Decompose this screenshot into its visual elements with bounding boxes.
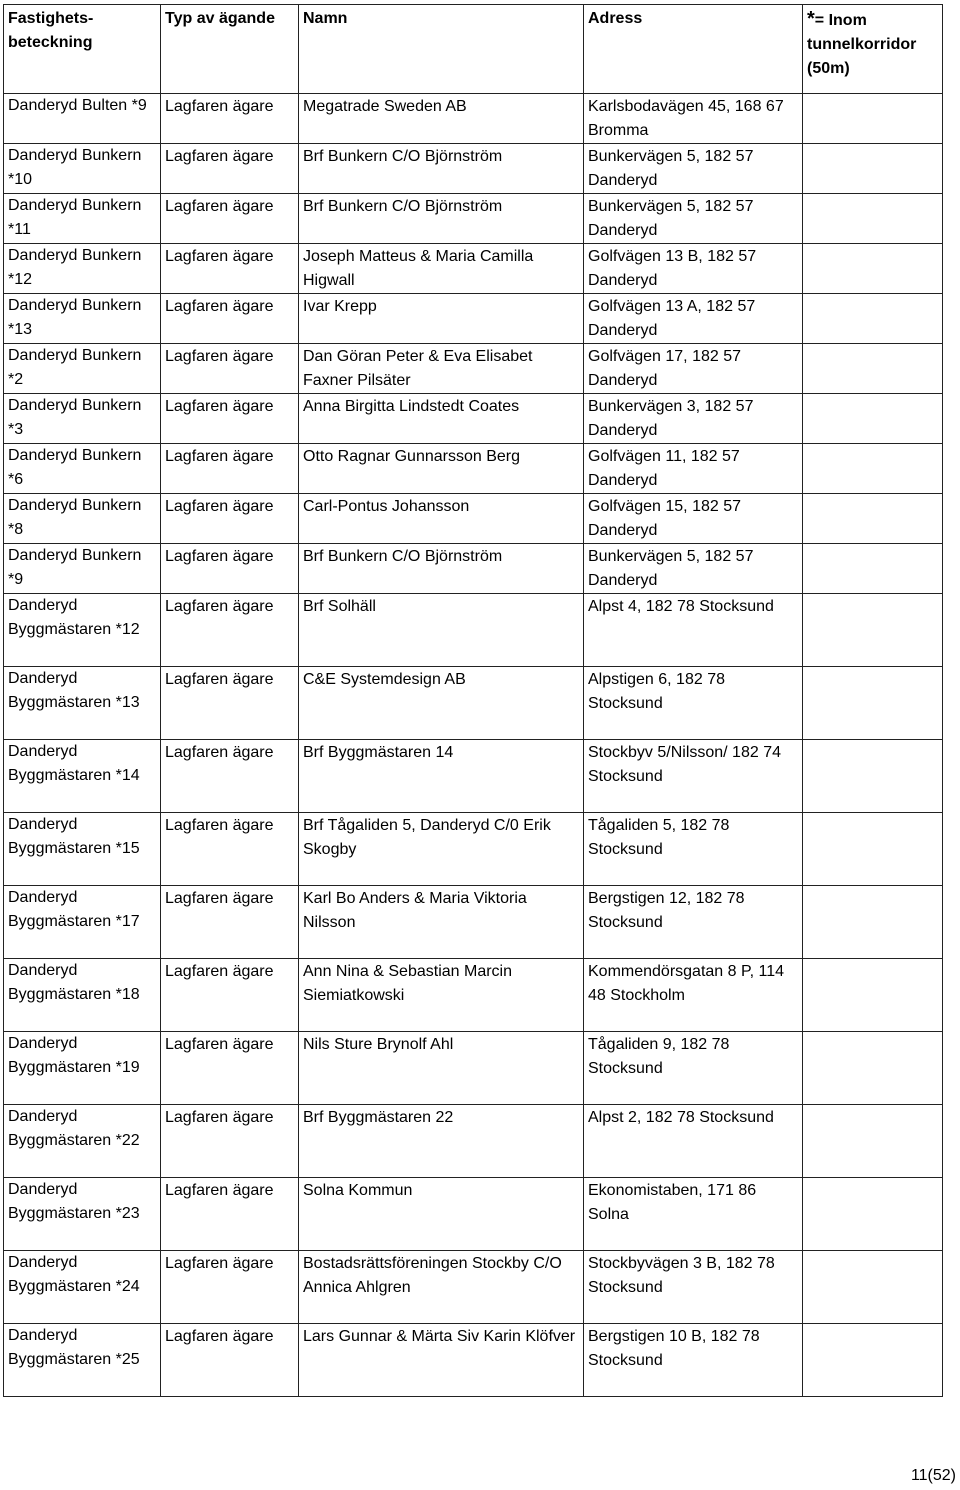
table-row	[4, 1178, 943, 1251]
table-row	[4, 1251, 943, 1324]
table-header-row	[4, 5, 943, 94]
cell-address: Tågaliden 9, 182 78 Stocksund	[584, 1032, 803, 1105]
cell-name: Brf Solhäll	[299, 594, 584, 667]
cell-name: Brf Byggmästaren 22	[299, 1105, 584, 1178]
cell-address: Bergstigen 12, 182 78 Stocksund	[584, 886, 803, 959]
cell-address: Golfvägen 13 B, 182 57 Danderyd	[584, 244, 803, 294]
cell-owner-type: Lagfaren ägare	[161, 444, 299, 494]
cell-property: Danderyd Byggmästaren *22	[4, 1105, 161, 1178]
cell-name: Nils Sture Brynolf Ahl	[299, 1032, 584, 1105]
table-row	[4, 244, 943, 294]
table-body	[4, 94, 943, 1397]
cell-property: Danderyd Bulten *9	[4, 94, 161, 144]
owners-table	[3, 4, 943, 1397]
cell-address: Golfvägen 15, 182 57 Danderyd	[584, 494, 803, 544]
cell-note	[803, 144, 943, 194]
table-row	[4, 594, 943, 667]
cell-name: C&E Systemdesign AB	[299, 667, 584, 740]
table-row	[4, 194, 943, 244]
cell-note	[803, 194, 943, 244]
cell-note	[803, 94, 943, 144]
cell-owner-type: Lagfaren ägare	[161, 886, 299, 959]
table-row	[4, 667, 943, 740]
cell-property: Danderyd Bunkern *11	[4, 194, 161, 244]
header-name	[299, 5, 584, 94]
cell-address: Alpst 2, 182 78 Stocksund	[584, 1105, 803, 1178]
cell-owner-type: Lagfaren ägare	[161, 667, 299, 740]
table-row	[4, 344, 943, 394]
cell-owner-type: Lagfaren ägare	[161, 294, 299, 344]
cell-property: Danderyd Bunkern *6	[4, 444, 161, 494]
cell-note	[803, 394, 943, 444]
table-row	[4, 813, 943, 886]
cell-note	[803, 1324, 943, 1397]
cell-owner-type: Lagfaren ägare	[161, 1178, 299, 1251]
header-note	[803, 5, 943, 94]
cell-name: Megatrade Sweden AB	[299, 94, 584, 144]
cell-note	[803, 886, 943, 959]
cell-owner-type: Lagfaren ägare	[161, 1324, 299, 1397]
cell-name: Solna Kommun	[299, 1178, 584, 1251]
cell-property: Danderyd Byggmästaren *13	[4, 667, 161, 740]
cell-note	[803, 667, 943, 740]
cell-note	[803, 494, 943, 544]
cell-property: Danderyd Bunkern *13	[4, 294, 161, 344]
cell-address: Bunkervägen 5, 182 57 Danderyd	[584, 144, 803, 194]
cell-note	[803, 444, 943, 494]
cell-property: Danderyd Bunkern *2	[4, 344, 161, 394]
cell-note	[803, 1178, 943, 1251]
cell-name: Karl Bo Anders & Maria Viktoria Nilsson	[299, 886, 584, 959]
table-row	[4, 444, 943, 494]
cell-name: Brf Tågaliden 5, Danderyd C/0 Erik Skogby	[299, 813, 584, 886]
cell-address: Golfvägen 11, 182 57 Danderyd	[584, 444, 803, 494]
cell-name: Brf Byggmästaren 14	[299, 740, 584, 813]
cell-note	[803, 1032, 943, 1105]
table-row	[4, 959, 943, 1032]
header-name-label: Namn	[303, 10, 348, 27]
cell-property: Danderyd Bunkern *3	[4, 394, 161, 444]
cell-owner-type: Lagfaren ägare	[161, 194, 299, 244]
cell-note	[803, 244, 943, 294]
table-row	[4, 886, 943, 959]
cell-name: Carl-Pontus Johansson	[299, 494, 584, 544]
table-row	[4, 1324, 943, 1397]
cell-owner-type: Lagfaren ägare	[161, 144, 299, 194]
cell-note	[803, 1251, 943, 1324]
table-row	[4, 144, 943, 194]
header-note-star: *	[807, 8, 815, 30]
cell-name: Otto Ragnar Gunnarsson Berg	[299, 444, 584, 494]
cell-address: Ekonomistaben, 171 86 Solna	[584, 1178, 803, 1251]
cell-address: Bunkervägen 5, 182 57 Danderyd	[584, 194, 803, 244]
cell-address: Bunkervägen 5, 182 57 Danderyd	[584, 544, 803, 594]
cell-owner-type: Lagfaren ägare	[161, 344, 299, 394]
header-owner-type-label: Typ av ägande	[165, 10, 275, 27]
cell-name: Brf Bunkern C/O Björnström	[299, 144, 584, 194]
header-property-label: Fastighets-beteckning	[8, 10, 94, 51]
cell-owner-type: Lagfaren ägare	[161, 244, 299, 294]
cell-name: Dan Göran Peter & Eva Elisabet Faxner Pilsäter	[299, 344, 584, 394]
cell-property: Danderyd Bunkern *10	[4, 144, 161, 194]
cell-owner-type: Lagfaren ägare	[161, 94, 299, 144]
cell-property: Danderyd Byggmästaren *12	[4, 594, 161, 667]
cell-property: Danderyd Byggmästaren *19	[4, 1032, 161, 1105]
cell-property: Danderyd Byggmästaren *18	[4, 959, 161, 1032]
cell-address: Golfvägen 13 A, 182 57 Danderyd	[584, 294, 803, 344]
cell-owner-type: Lagfaren ägare	[161, 1105, 299, 1178]
cell-owner-type: Lagfaren ägare	[161, 740, 299, 813]
table-row	[4, 394, 943, 444]
table-row	[4, 494, 943, 544]
cell-address: Kommendörsgatan 8 P, 114 48 Stockholm	[584, 959, 803, 1032]
cell-owner-type: Lagfaren ägare	[161, 813, 299, 886]
cell-property: Danderyd Bunkern *8	[4, 494, 161, 544]
page-number: 11(52)	[910, 1467, 956, 1484]
cell-address: Bergstigen 10 B, 182 78 Stocksund	[584, 1324, 803, 1397]
cell-address: Tågaliden 5, 182 78 Stocksund	[584, 813, 803, 886]
cell-owner-type: Lagfaren ägare	[161, 959, 299, 1032]
cell-owner-type: Lagfaren ägare	[161, 1251, 299, 1324]
cell-owner-type: Lagfaren ägare	[161, 494, 299, 544]
cell-name: Ann Nina & Sebastian Marcin Siemiatkowski	[299, 959, 584, 1032]
cell-note	[803, 294, 943, 344]
cell-address: Golfvägen 17, 182 57 Danderyd	[584, 344, 803, 394]
cell-name: Joseph Matteus & Maria Camilla Higwall	[299, 244, 584, 294]
cell-property: Danderyd Byggmästaren *23	[4, 1178, 161, 1251]
header-note-label: = Inom tunnelkorridor (50m)	[807, 12, 917, 77]
table-row	[4, 94, 943, 144]
cell-address: Stockbyv 5/Nilsson/ 182 74 Stocksund	[584, 740, 803, 813]
table-row	[4, 294, 943, 344]
cell-name: Brf Bunkern C/O Björnström	[299, 194, 584, 244]
cell-address: Bunkervägen 3, 182 57 Danderyd	[584, 394, 803, 444]
cell-note	[803, 740, 943, 813]
table-row	[4, 544, 943, 594]
cell-owner-type: Lagfaren ägare	[161, 1032, 299, 1105]
cell-property: Danderyd Byggmästaren *25	[4, 1324, 161, 1397]
cell-name: Lars Gunnar & Märta Siv Karin Klöfver	[299, 1324, 584, 1397]
cell-note	[803, 594, 943, 667]
table-row	[4, 1032, 943, 1105]
cell-owner-type: Lagfaren ägare	[161, 594, 299, 667]
cell-note	[803, 959, 943, 1032]
cell-owner-type: Lagfaren ägare	[161, 544, 299, 594]
cell-name: Bostadsrättsföreningen Stockby C/O Annica Ahlgren	[299, 1251, 584, 1324]
cell-address: Alpst 4, 182 78 Stocksund	[584, 594, 803, 667]
cell-name: Brf Bunkern C/O Björnström	[299, 544, 584, 594]
cell-property: Danderyd Byggmästaren *15	[4, 813, 161, 886]
cell-property: Danderyd Bunkern *12	[4, 244, 161, 294]
table-row	[4, 740, 943, 813]
cell-address: Alpstigen 6, 182 78 Stocksund	[584, 667, 803, 740]
cell-name: Anna Birgitta Lindstedt Coates	[299, 394, 584, 444]
cell-note	[803, 1105, 943, 1178]
cell-property: Danderyd Byggmästaren *17	[4, 886, 161, 959]
header-owner-type	[161, 5, 299, 94]
cell-note	[803, 344, 943, 394]
cell-name: Ivar Krepp	[299, 294, 584, 344]
header-property	[4, 5, 161, 94]
cell-note	[803, 544, 943, 594]
header-address	[584, 5, 803, 94]
cell-address: Stockbyvägen 3 B, 182 78 Stocksund	[584, 1251, 803, 1324]
cell-note	[803, 813, 943, 886]
cell-property: Danderyd Byggmästaren *14	[4, 740, 161, 813]
cell-owner-type: Lagfaren ägare	[161, 394, 299, 444]
cell-property: Danderyd Byggmästaren *24	[4, 1251, 161, 1324]
table-row	[4, 1105, 943, 1178]
cell-property: Danderyd Bunkern *9	[4, 544, 161, 594]
header-address-label: Adress	[588, 10, 643, 27]
cell-address: Karlsbodavägen 45, 168 67 Bromma	[584, 94, 803, 144]
